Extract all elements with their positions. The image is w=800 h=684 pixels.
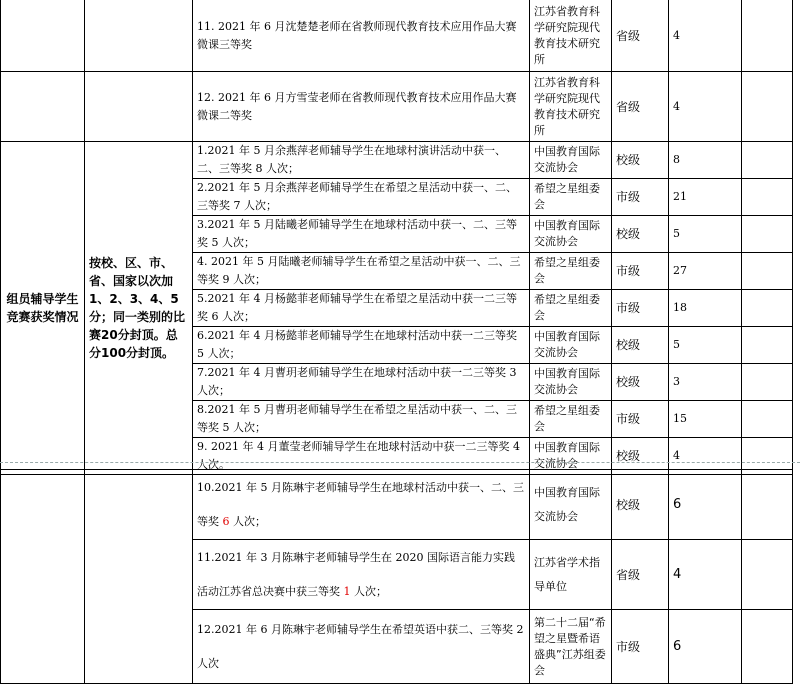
empty-cell (742, 216, 793, 253)
highlight-count: 1 (343, 584, 351, 598)
award-organizer: 中国教育国际交流协会 (530, 142, 612, 179)
award-level: 市级 (612, 290, 669, 327)
empty-cell (1, 0, 85, 72)
award-description: 12. 2021 年 6 月方雪莹老师在省教师现代教育技术应用作品大赛微课二等奖 (193, 72, 530, 142)
empty-cell (1, 72, 85, 142)
award-points: 5 (669, 327, 742, 364)
award-organizer: 希望之星组委会 (530, 290, 612, 327)
empty-cell (85, 0, 193, 72)
award-points: 4 (669, 72, 742, 142)
award-description: 4. 2021 年 5 月陆曦老师辅导学生在希望之星活动中获一、二、三等奖 9 人次； (193, 253, 530, 290)
empty-cell (742, 470, 793, 540)
award-level: 市级 (612, 179, 669, 216)
empty-cell (85, 72, 193, 142)
award-level: 校级 (612, 470, 669, 540)
award-level: 校级 (612, 327, 669, 364)
award-organizer: 第二十二届“希望之星暨希语盛典”江苏组委会 (530, 610, 612, 684)
table-row (1, 0, 793, 72)
award-points: 4 (669, 540, 742, 610)
award-description: 7.2021 年 4 月曹玥老师辅导学生在地球村活动中获一二三等奖 3 人次； (193, 364, 530, 401)
award-organizer: 希望之星组委会 (530, 401, 612, 438)
empty-cell (742, 253, 793, 290)
award-organizer: 中国教育国际交流协会 (530, 364, 612, 401)
award-level: 省级 (612, 540, 669, 610)
award-organizer: 江苏省教育科学研究院现代教育技术研究所 (530, 0, 612, 72)
award-level: 市级 (612, 610, 669, 684)
desc-text: 12.2021 年 6 月陈琳宇老师辅导学生在希望英语中获二、三等奖 2 人次 (197, 622, 524, 670)
desc-text: 11.2021 年 3 月陈琳宇老师辅导学生在 2020 国际语言能力实践活动江苏省总决赛中获三等奖 (197, 550, 515, 598)
award-organizer: 江苏省学术指导单位 (530, 540, 612, 610)
award-level: 校级 (612, 364, 669, 401)
award-description (193, 610, 530, 684)
award-points: 8 (669, 142, 742, 179)
empty-cell (742, 327, 793, 364)
award-organizer: 中国教育国际交流协会 (530, 327, 612, 364)
empty-cell (742, 0, 793, 72)
award-description: 6.2021 年 4 月杨懿菲老师辅导学生在地球村活动中获一二三等奖 5 人次； (193, 327, 530, 364)
award-description (193, 540, 530, 610)
award-description: 11. 2021 年 6 月沈楚楚老师在省教师现代教育技术应用作品大赛微课三等奖 (193, 0, 530, 72)
award-level: 省级 (612, 72, 669, 142)
category-label: 组员辅导学生竞赛获奖情况 (1, 142, 85, 475)
table-row (1, 72, 793, 142)
empty-cell (85, 470, 193, 684)
award-points: 5 (669, 216, 742, 253)
award-description: 8.2021 年 5 月曹玥老师辅导学生在希望之星活动中获一、二、三等奖 5 人次； (193, 401, 530, 438)
award-level: 校级 (612, 438, 669, 475)
empty-cell (742, 401, 793, 438)
award-points: 27 (669, 253, 742, 290)
awards-table-lower (0, 469, 793, 684)
award-points: 6 (669, 470, 742, 540)
empty-cell (742, 364, 793, 401)
award-description: 2.2021 年 5 月余燕萍老师辅导学生在希望之星活动中获一、二、三等奖 7 人次； (193, 179, 530, 216)
award-level: 市级 (612, 401, 669, 438)
empty-cell (742, 540, 793, 610)
award-level: 市级 (612, 253, 669, 290)
empty-cell (1, 470, 85, 684)
award-description: 9. 2021 年 4 月董莹老师辅导学生在地球村活动中获一二三等奖 4 人次。 (193, 438, 530, 475)
scoring-rule: 按校、区、市、省、国家以次加1、2、3、4、5分；同一类别的比赛20分封顶。总分100分封顶。 (85, 142, 193, 475)
award-level: 校级 (612, 216, 669, 253)
award-points: 15 (669, 401, 742, 438)
table-row (1, 470, 793, 540)
award-description (193, 470, 530, 540)
award-level: 校级 (612, 142, 669, 179)
award-points: 18 (669, 290, 742, 327)
award-organizer: 中国教育国际交流协会 (530, 438, 612, 475)
award-organizer: 中国教育国际交流协会 (530, 216, 612, 253)
desc-text: 10.2021 年 5 月陈琳宇老师辅导学生在地球村活动中获一、二、三等奖 (197, 480, 524, 528)
award-points: 21 (669, 179, 742, 216)
award-description: 3.2021 年 5 月陆曦老师辅导学生在地球村活动中获一、二、三等奖 5 人次； (193, 216, 530, 253)
table-row (1, 142, 793, 179)
page-break (0, 462, 800, 469)
desc-text: 人次； (229, 514, 266, 528)
award-points: 4 (669, 0, 742, 72)
award-description: 5.2021 年 4 月杨懿菲老师辅导学生在希望之星活动中获一二三等奖 6 人次； (193, 290, 530, 327)
award-organizer: 希望之星组委会 (530, 179, 612, 216)
highlight-count: 6 (222, 514, 230, 528)
desc-text: 人次； (350, 584, 387, 598)
award-organizer: 中国教育国际交流协会 (530, 470, 612, 540)
award-organizer: 希望之星组委会 (530, 253, 612, 290)
award-points: 4 (669, 438, 742, 475)
empty-cell (742, 290, 793, 327)
award-description: 1.2021 年 5 月余燕萍老师辅导学生在地球村演讲活动中获一、二、三等奖 8 人次； (193, 142, 530, 179)
empty-cell (742, 179, 793, 216)
empty-cell (742, 72, 793, 142)
award-organizer: 江苏省教育科学研究院现代教育技术研究所 (530, 72, 612, 142)
award-level: 省级 (612, 0, 669, 72)
empty-cell (742, 142, 793, 179)
award-points: 3 (669, 364, 742, 401)
empty-cell (742, 610, 793, 684)
award-points: 6 (669, 610, 742, 684)
